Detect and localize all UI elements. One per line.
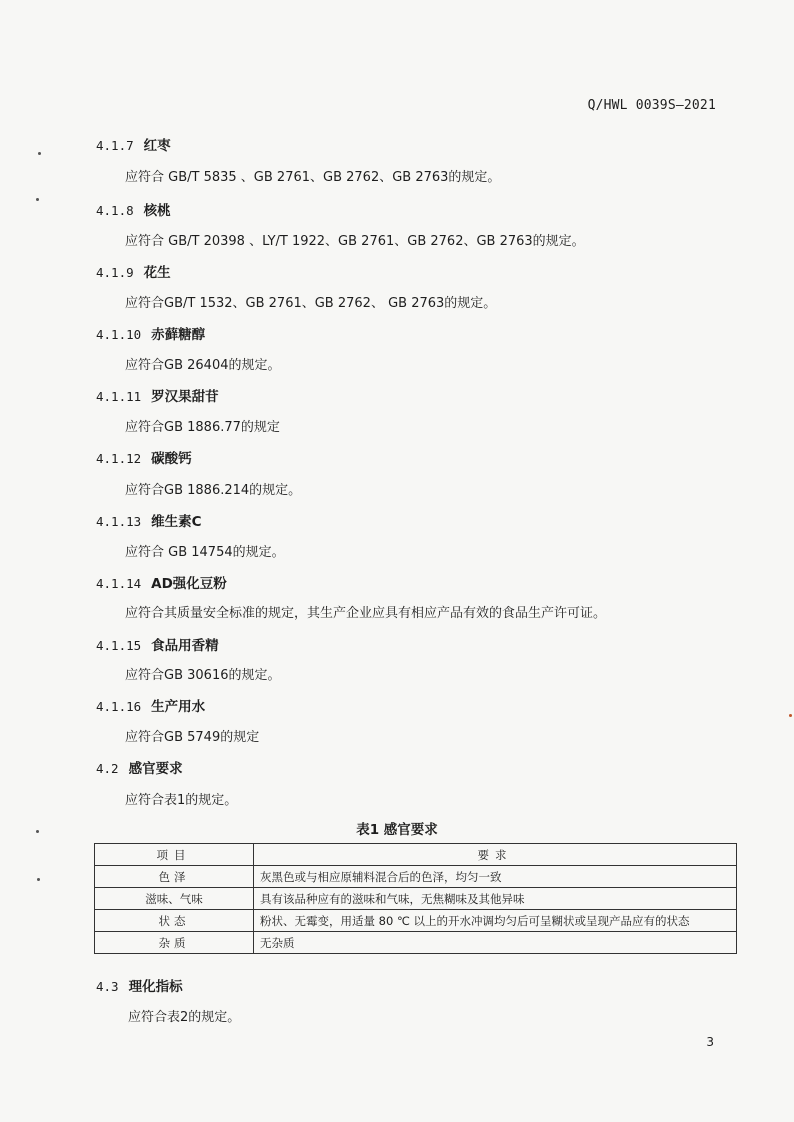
section-paragraph: 应符合GB 1886.77的规定 [125, 420, 280, 435]
section-title: 红枣 [143, 138, 171, 154]
section-paragraph: 应符合GB 30616的规定。 [125, 668, 281, 683]
scan-speck [37, 878, 40, 881]
section-title: AD强化豆粉 [151, 576, 227, 592]
section-number: 4.2 [96, 761, 119, 776]
section-title: 碳酸钙 [151, 451, 192, 467]
section-heading [96, 695, 205, 715]
section-title: 维生素C [151, 514, 202, 530]
section-number: 4.1.8 [96, 203, 134, 218]
section-title: 感官要求 [128, 761, 183, 777]
table-cell-requirement: 粉状、无霉变，用适量 80 ℃ 以上的开水冲调均匀后可呈糊状或呈现产品应有的状态 [254, 910, 737, 932]
table-row [95, 866, 737, 888]
scan-speck [36, 198, 39, 201]
column-header-item: 项目 [95, 844, 254, 866]
section-paragraph: 应符合GB 26404的规定。 [125, 358, 281, 373]
table-caption: 表1 感官要求 [356, 822, 438, 838]
section-number: 4.1.15 [96, 638, 142, 653]
section-title: 罗汉果甜苷 [151, 389, 219, 405]
table-cell-item: 滋味、气味 [95, 888, 254, 910]
section-heading [96, 323, 205, 343]
section-number: 4.3 [96, 979, 119, 994]
section-title: 理化指标 [128, 979, 183, 995]
section-paragraph: 应符合 GB/T 5835 、GB 2761、GB 2762、GB 2763的规定。 [125, 170, 501, 185]
section-number: 4.1.16 [96, 699, 142, 714]
table-cell-item: 杂质 [95, 932, 254, 954]
table-cell-requirement: 具有该品种应有的滋味和气味，无焦糊味及其他异味 [254, 888, 737, 910]
section-title: 生产用水 [151, 699, 206, 715]
section-heading [96, 634, 219, 654]
table-row [95, 910, 737, 932]
section-number: 4.1.14 [96, 576, 142, 591]
section-number: 4.1.13 [96, 514, 142, 529]
standard-code: Q/HWL 0039S—2021 [587, 98, 716, 113]
section-number: 4.1.11 [96, 389, 142, 404]
section-paragraph: 应符合 GB/T 20398 、LY/T 1922、GB 2761、GB 2762、GB 2763的规定。 [125, 234, 585, 249]
scan-speck [789, 714, 792, 717]
section-heading [96, 510, 202, 530]
section-paragraph: 应符合表2的规定。 [128, 1010, 241, 1025]
section-title: 核桃 [143, 203, 171, 219]
sensory-requirements-table [94, 843, 737, 954]
section-number: 4.1.9 [96, 265, 134, 280]
table-cell-requirement: 无杂质 [254, 932, 737, 954]
section-title: 赤藓糖醇 [151, 327, 206, 343]
section-heading [96, 385, 219, 405]
section-heading [96, 199, 171, 219]
table-cell-requirement: 灰黑色或与相应原辅料混合后的色泽，均匀一致 [254, 866, 737, 888]
table-cell-item: 状态 [95, 910, 254, 932]
section-heading [96, 261, 171, 281]
section-number: 4.1.7 [96, 138, 134, 153]
section-number: 4.1.12 [96, 451, 142, 466]
column-header-requirement: 要求 [254, 844, 737, 866]
table-row [95, 932, 737, 954]
scan-speck [36, 830, 39, 833]
section-number: 4.1.10 [96, 327, 142, 342]
section-paragraph: 应符合GB 1886.214的规定。 [125, 483, 302, 498]
section-paragraph: 应符合其质量安全标准的规定，其生产企业应具有相应产品有效的食品生产许可证。 [125, 606, 607, 621]
table-row [95, 888, 737, 910]
section-title: 花生 [143, 265, 171, 281]
table-cell-item: 色泽 [95, 866, 254, 888]
section-paragraph: 应符合GB 5749的规定 [125, 730, 260, 745]
section-heading [96, 757, 183, 777]
section-heading [96, 447, 192, 467]
section-heading [96, 572, 227, 592]
section-paragraph: 应符合表1的规定。 [125, 793, 238, 808]
section-paragraph: 应符合 GB 14754的规定。 [125, 545, 285, 560]
page-number: 3 [706, 1035, 714, 1049]
section-heading [96, 134, 171, 154]
section-heading [96, 975, 183, 995]
table-header-row [95, 844, 737, 866]
section-title: 食品用香精 [151, 638, 219, 654]
scan-speck [38, 152, 41, 155]
section-paragraph: 应符合GB/T 1532、GB 2761、GB 2762、 GB 2763的规定。 [125, 296, 497, 311]
